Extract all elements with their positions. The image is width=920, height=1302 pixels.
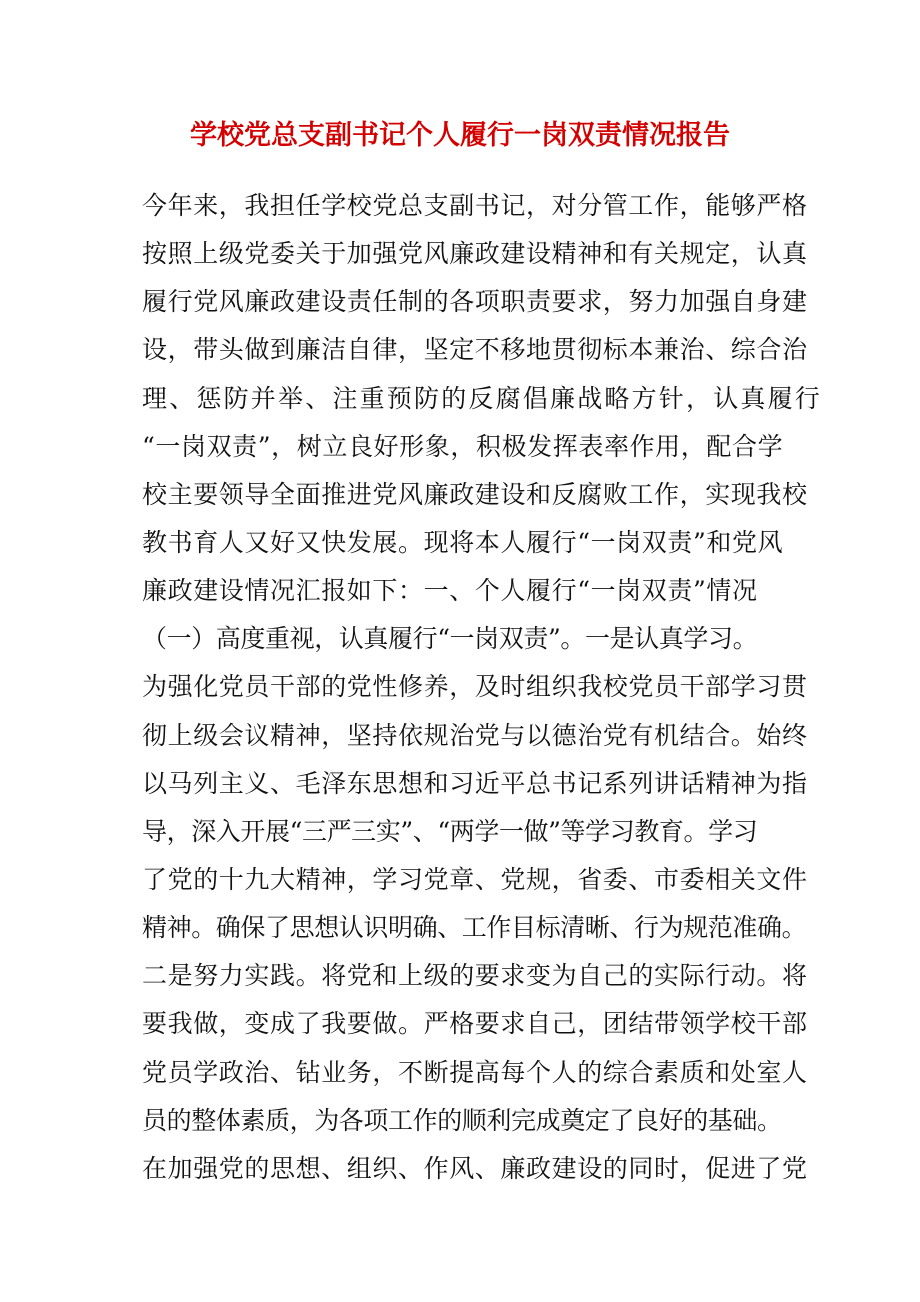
document-title: 学校党总支副书记个人履行一岗双责情况报告 — [190, 120, 730, 151]
body-line: 按照上级党委关于加强党风廉政建设精神和有关规定，认真 — [142, 239, 808, 269]
body-line: 彻上级会议精神，坚持依规治党与以德治党有机结合。始终 — [142, 720, 808, 750]
body-line: 设，带头做到廉洁自律，坚定不移地贯彻标本兼治、综合治 — [142, 335, 808, 365]
body-line: “一岗双责”，树立良好形象，积极发挥表率作用，配合学 — [142, 431, 784, 461]
body-line: 员的整体素质，为各项工作的顺利完成奠定了良好的基础。 — [142, 1105, 782, 1135]
body-line: 在加强党的思想、组织、作风、廉政建设的同时，促进了党 — [142, 1153, 808, 1183]
body-line: 履行党风廉政建设责任制的各项职责要求，努力加强自身建 — [142, 287, 808, 317]
body-line: 精神。确保了思想认识明确、工作目标清晰、行为规范准确。 — [142, 913, 807, 943]
body-line: 教书育人又好又快发展。现将本人履行“一岗双责”和党风 — [142, 527, 784, 557]
body-line: 廉政建设情况汇报如下：一、个人履行“一岗双责”情况 — [142, 576, 758, 606]
body-line: 党员学政治、钻业务，不断提高每个人的综合素质和处室人 — [142, 1057, 808, 1087]
body-line: 二是努力实践。将党和上级的要求变为自己的实际行动。将 — [142, 961, 808, 991]
document-body — [142, 182, 823, 1193]
body-line: 以马列主义、毛泽东思想和习近平总书记系列讲话精神为指 — [142, 768, 808, 798]
body-line: 为强化党员干部的党性修养，及时组织我校党员干部学习贯 — [142, 672, 808, 702]
body-line: 了党的十九大精神，学习党章、党规，省委、市委相关文件 — [142, 864, 808, 894]
body-line: 理、惩防并举、注重预防的反腐倡廉战略方针，认真履行 — [142, 383, 823, 413]
body-line: 校主要领导全面推进党风廉政建设和反腐败工作，实现我校 — [142, 479, 808, 509]
body-line: 今年来，我担任学校党总支副书记，对分管工作，能够严格 — [142, 191, 808, 220]
body-line: 导，深入开展“三严三实”、“两学一做”等学习教育。学习 — [142, 816, 758, 846]
body-line: （一）高度重视，认真履行“一岗双责”。一是认真学习。 — [142, 624, 758, 654]
body-line: 要我做，变成了我要做。严格要求自己，团结带领学校干部 — [142, 1009, 808, 1039]
